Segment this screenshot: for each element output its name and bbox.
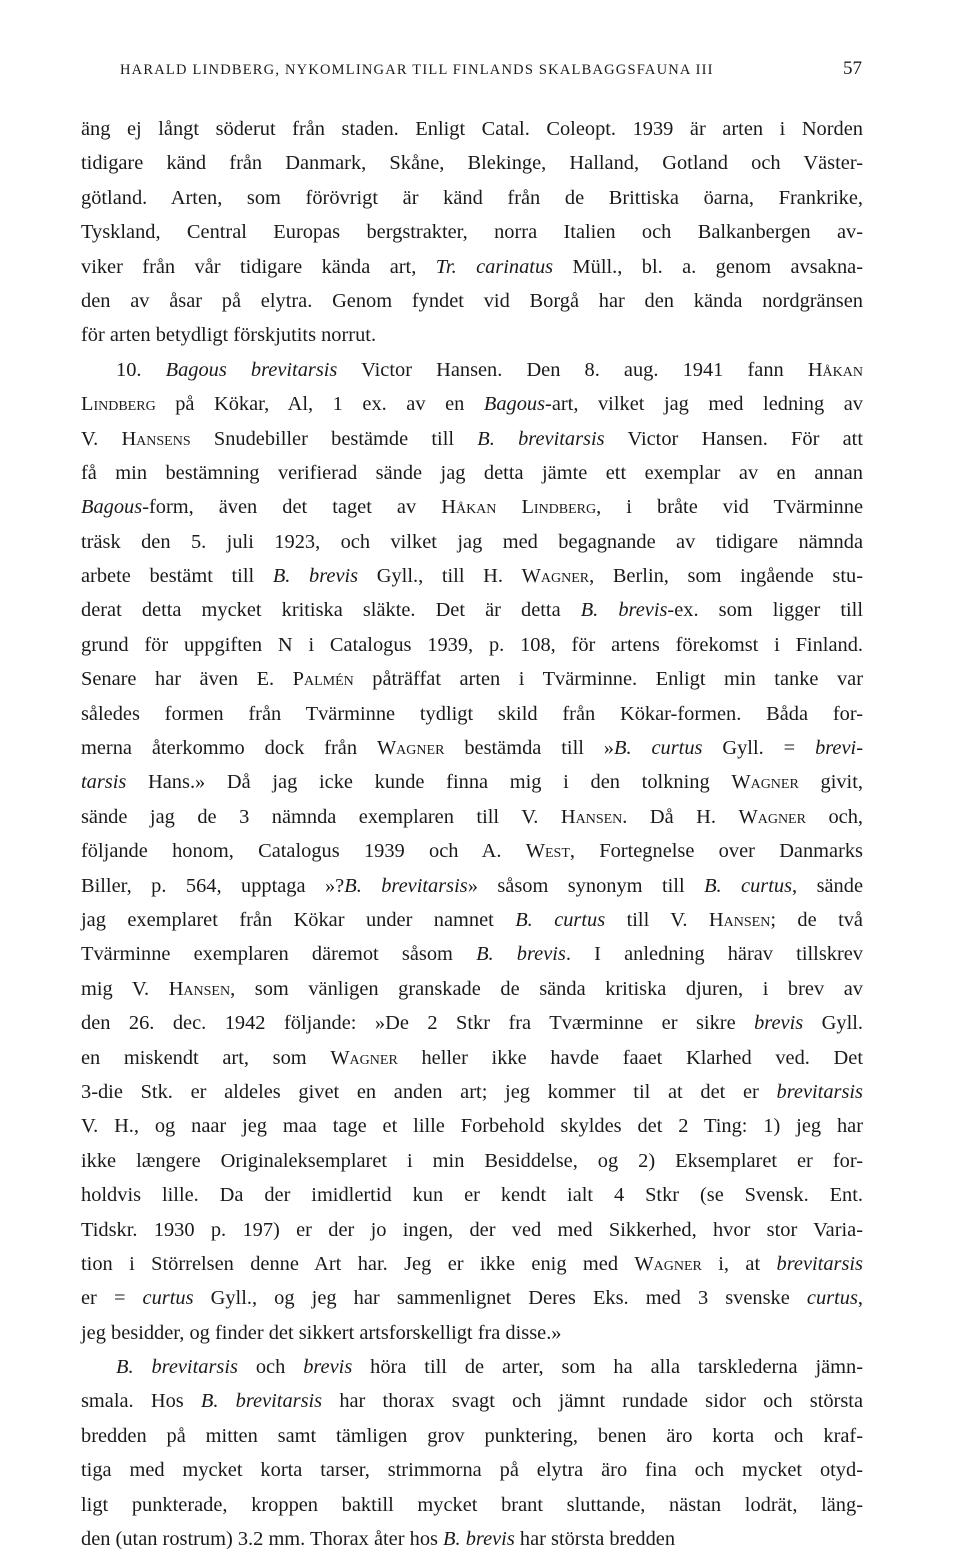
running-header — [120, 58, 862, 84]
text-line: den av åsar på elytra. Genom fyndet vid Borgå har den kända nordgränsen — [81, 289, 863, 312]
text-line: B. brevitarsis och brevis höra till de arter, som ha alla tarsklederna jämn- — [116, 1356, 864, 1379]
text-line: Tidskr. 1930 p. 197) er der jo ingen, der ved med Sikkerhed, hvor stor Varia- — [81, 1218, 863, 1241]
text-line: en miskendt art, som Wagner heller ikke havde faaet Klarhed ved. Det — [81, 1046, 863, 1069]
text-line: Bagous-form, även det taget av Håkan Lindberg, i bråte vid Tvärminne — [81, 496, 863, 519]
text-line: V. Hansens Snudebiller bestämde till B. brevitarsis Victor Hansen. För att — [81, 427, 864, 450]
text-line: tiga med mycket korta tarser, strimmorna på elytra äro fina och mycket otyd- — [81, 1459, 863, 1482]
text-line: V. H., og naar jeg maa tage et lille Forbehold skyldes det 2 Ting: 1) jeg har — [81, 1115, 863, 1138]
text-line: bredden på mitten samt tämligen grov punktering, benen äro korta och kraf- — [81, 1424, 863, 1447]
text-line: merna återkommo dock från Wagner bestämda till »B. curtus Gyll. = brevi- — [81, 737, 863, 760]
text-line: den (utan rostrum) 3.2 mm. Thorax åter hos B. brevis har största bredden — [81, 1528, 676, 1551]
text-line: derat detta mycket kritiska släkte. Det är detta B. brevis-ex. som ligger till — [81, 599, 863, 622]
text-line: viker från vår tidigare kända art, Tr. carinatus Müll., bl. a. genom avsakna- — [81, 255, 863, 278]
text-line: jag exemplaret från Kökar under namnet B. curtus till V. Hansen; de två — [81, 908, 863, 931]
page-number: 57 — [843, 58, 862, 79]
text-line: för arten betydligt förskjutits norrut. — [81, 324, 377, 347]
text-line: äng ej långt söderut från staden. Enligt Catal. Coleopt. 1939 är arten i Norden — [81, 118, 863, 140]
text-line: tidigare känd från Danmark, Skåne, Blekinge, Halland, Gotland och Väster- — [81, 152, 863, 175]
text-line: Tyskland, Central Europas bergstrakter, norra Italien och Balkanbergen av- — [81, 221, 863, 244]
text-line: Senare har även E. Palmén påträffat arten i Tvärminne. Enligt min tanke var — [81, 668, 863, 691]
text-line: Biller, p. 564, upptaga »?B. brevitarsis» såsom synonym till B. curtus, sände — [81, 874, 863, 897]
text-line: sände jag de 3 nämnda exemplaren till V. Hansen. Då H. Wagner och, — [81, 805, 863, 828]
text-line: jeg besidder, og finder det sikkert artsforskelligt fra disse.» — [81, 1321, 562, 1344]
text-line: träsk den 5. juli 1923, och vilket jag med begagnande av tidigare nämnda — [81, 530, 863, 553]
body-text — [81, 112, 863, 1556]
text-line: ikke længere Originaleksemplaret i min Besiddelse, og 2) Eksemplaret er for- — [81, 1149, 863, 1172]
text-line: Lindberg på Kökar, Al, 1 ex. av en Bagous-art, vilket jag med ledning av — [81, 393, 863, 416]
text-line: grund för uppgiften N i Catalogus 1939, p. 108, för artens förekomst i Finland. — [81, 633, 863, 656]
text-line: arbete bestämt till B. brevis Gyll., till H. Wagner, Berlin, som ingående stu- — [81, 565, 864, 588]
text-line: 10. Bagous brevitarsis Victor Hansen. Den 8. aug. 1941 fann Håkan — [116, 358, 863, 381]
text-line: tarsis Hans.» Då jag icke kunde finna mig i den tolkning Wagner givit, — [81, 771, 863, 794]
text-line: Tvärminne exemplaren däremot såsom B. brevis. I anledning härav tillskrev — [81, 943, 863, 966]
text-line: götland. Arten, som förövrigt är känd från de Brittiska öarna, Frankrike, — [81, 186, 863, 209]
text-line: mig V. Hansen, som vänligen granskade de sända kritiska djuren, i brev av — [81, 977, 863, 1000]
text-line: således formen från Tvärminne tydligt skild från Kökar-formen. Båda for- — [81, 702, 863, 725]
text-line: den 26. dec. 1942 följande: »De 2 Stkr fra Tværminne er sikre brevis Gyll. — [81, 1012, 864, 1035]
running-title: HARALD LINDBERG, NYKOMLINGAR TILL FINLANDS SKALBAGGSFAUNA III — [120, 62, 714, 78]
text-line: ligt punkterade, kroppen baktill mycket brant sluttande, nästan lodrät, läng- — [81, 1493, 863, 1516]
text-line: er = curtus Gyll., og jeg har sammenlignet Deres Eks. med 3 svenske curtus, — [81, 1287, 863, 1310]
text-line: smala. Hos B. brevitarsis har thorax svagt och jämnt rundade sidor och största — [81, 1390, 864, 1413]
text-line: holdvis lille. Da der imidlertid kun er kendt ialt 4 Stkr (se Svensk. Ent. — [81, 1184, 863, 1207]
text-line: få min bestämning verifierad sände jag detta jämte ett exemplar av en annan — [81, 461, 863, 484]
text-line: 3-die Stk. er aldeles givet en anden art; jeg kommer til at det er brevitarsis — [81, 1080, 863, 1103]
text-line: följande honom, Catalogus 1939 och A. West, Fortegnelse over Danmarks — [81, 840, 863, 863]
text-line: tion i Störrelsen denne Art har. Jeg er ikke enig med Wagner i, at brevitarsis — [81, 1252, 863, 1275]
